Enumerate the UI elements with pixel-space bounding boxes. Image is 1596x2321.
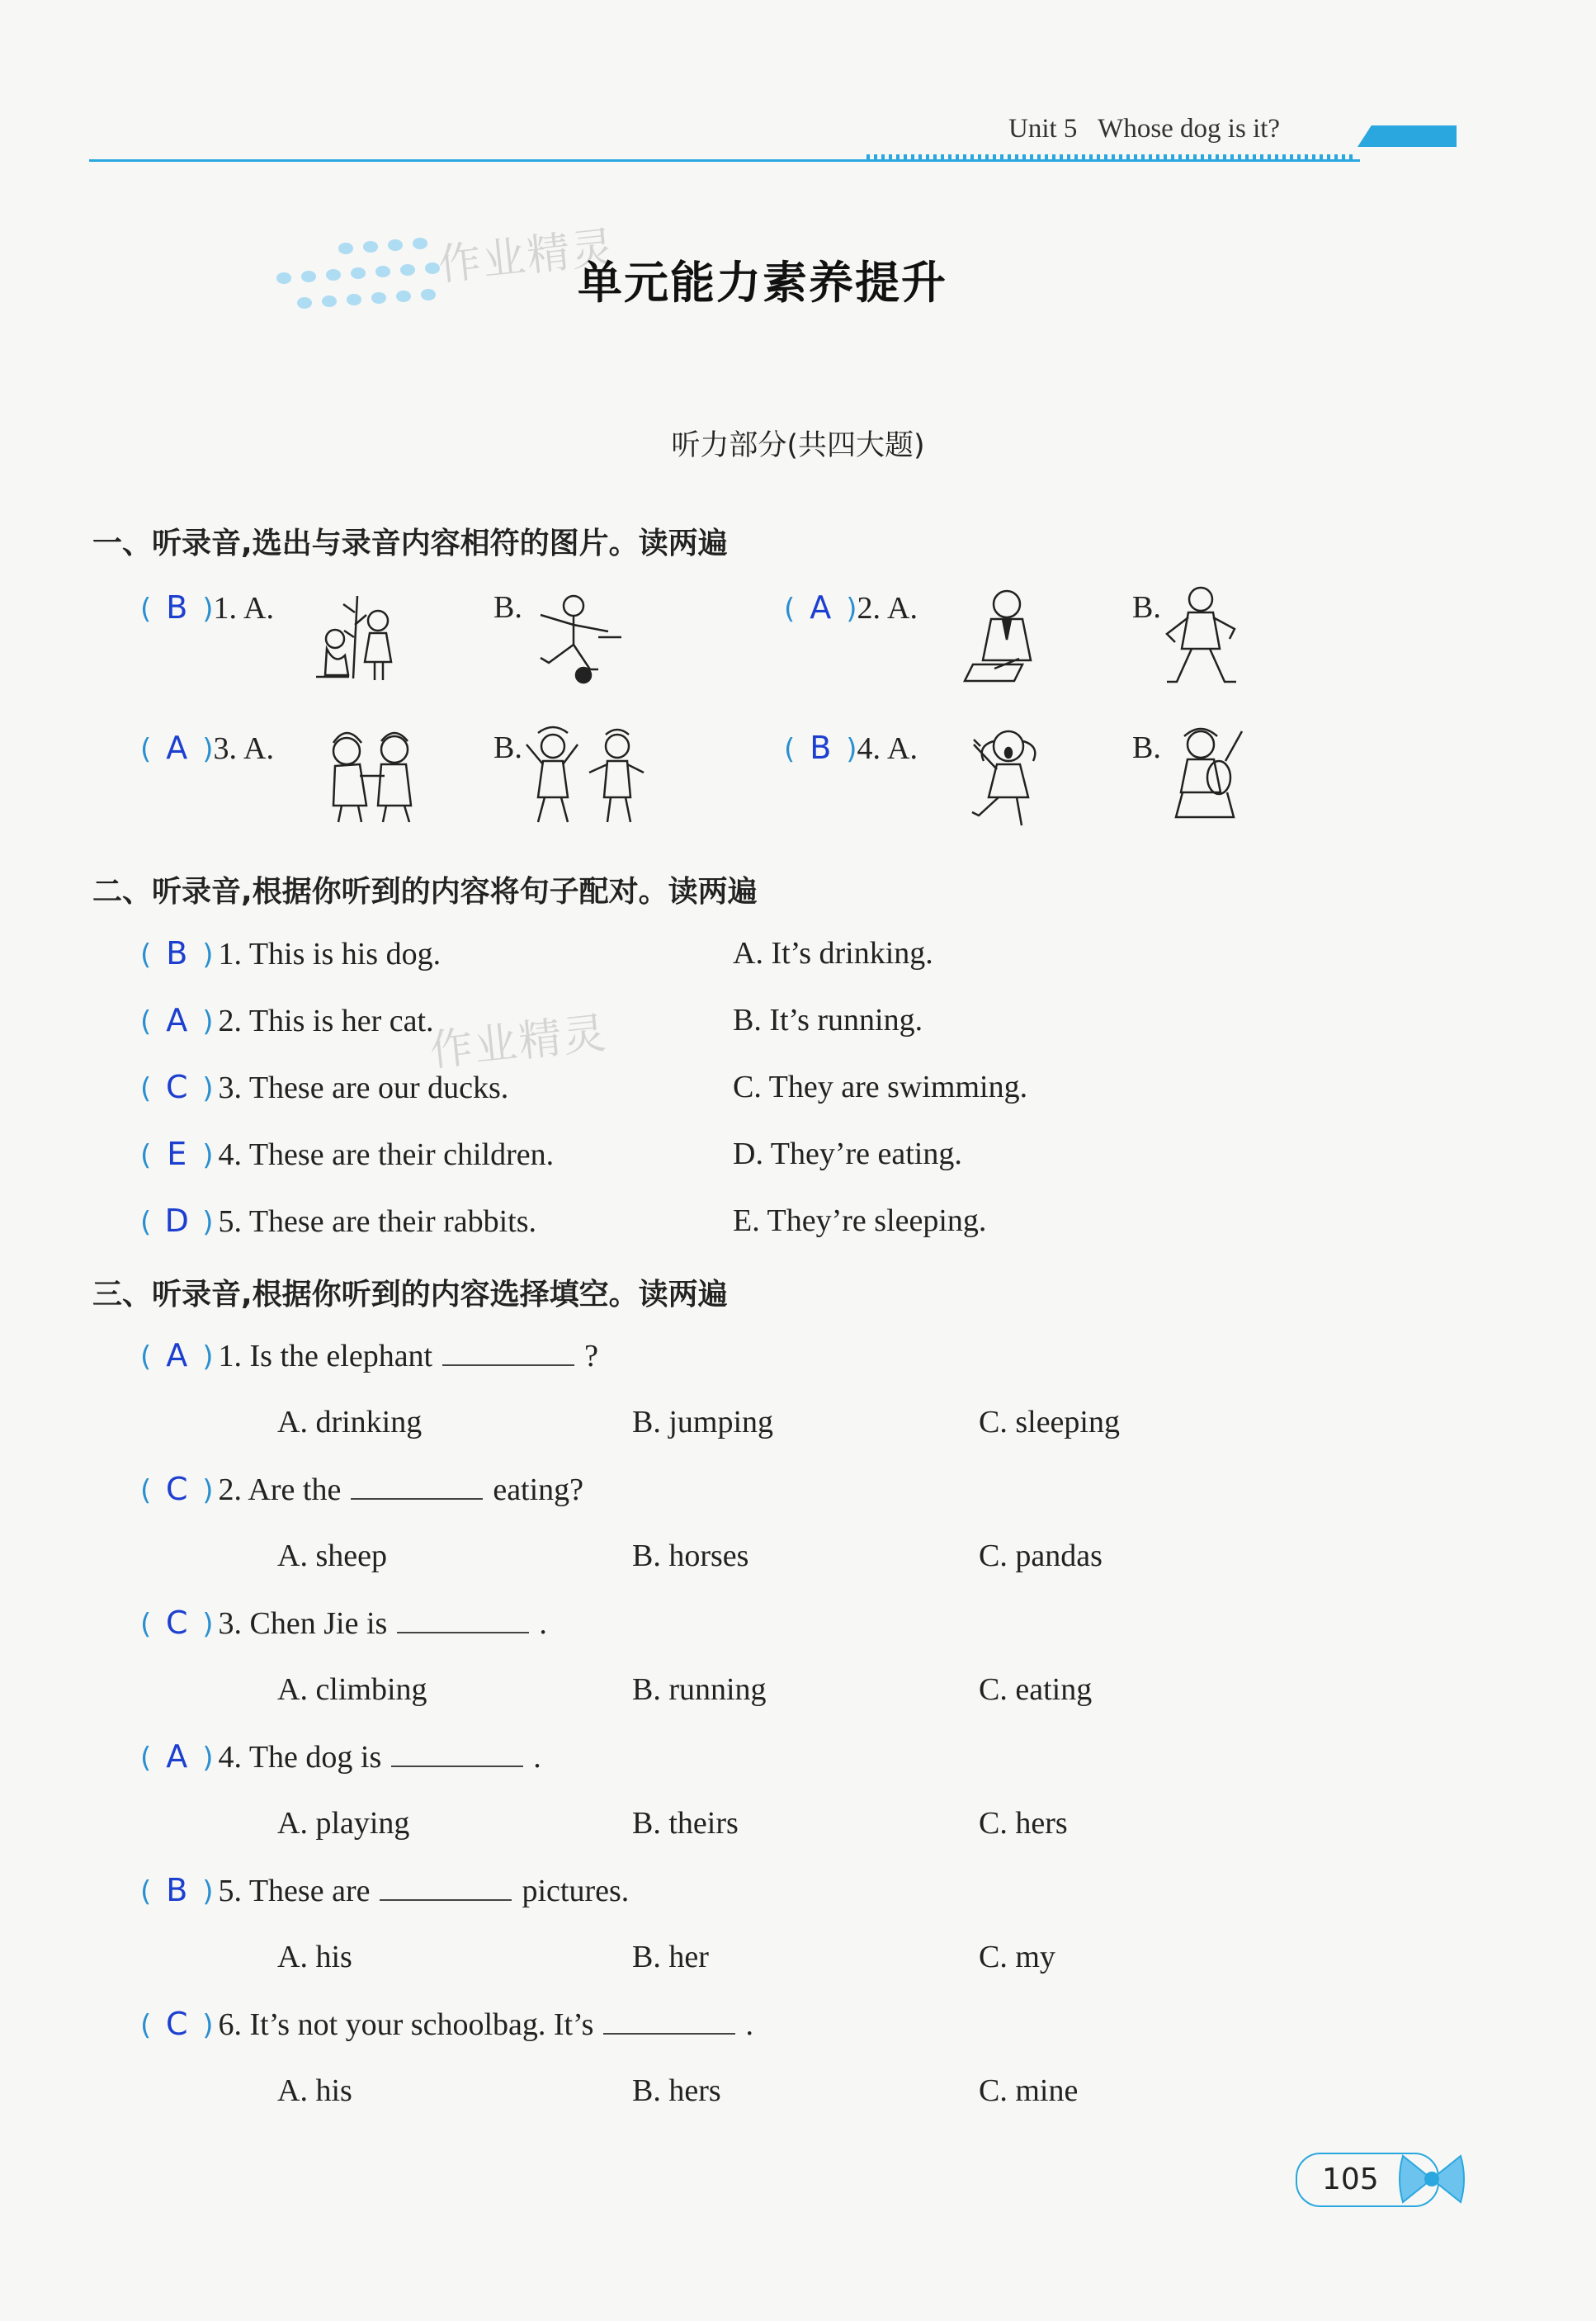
s3-5-option-a: A. his <box>277 1940 352 1974</box>
answer-blank <box>442 1364 574 1366</box>
s1-item-2-option-b-label: B. <box>1132 590 1161 625</box>
paren-close: ) <box>846 593 857 626</box>
paren-open: ( <box>140 593 152 626</box>
paren-close: ) <box>202 1139 214 1172</box>
header-accent-bar <box>1358 125 1457 147</box>
paren-open: ( <box>140 1742 152 1775</box>
watermark-2: 作业精灵 <box>427 1008 611 1077</box>
paren-close: ) <box>202 1742 214 1775</box>
item-number: 4. <box>857 731 881 766</box>
s3-3-option-b: B. running <box>632 1672 767 1707</box>
s3-4-option-a: A. playing <box>277 1806 410 1841</box>
option-a-label: A. <box>243 591 274 626</box>
paren-open: ( <box>784 733 796 766</box>
s3-1-option-b: B. jumping <box>632 1405 774 1439</box>
s3-2-option-a: A. sheep <box>277 1539 387 1573</box>
paren-open: ( <box>140 1072 152 1105</box>
paren-open: ( <box>140 1005 152 1038</box>
paren-open: ( <box>140 1875 152 1908</box>
answer: A <box>810 589 832 626</box>
answer: C <box>165 1069 188 1105</box>
answer: A <box>166 1002 188 1038</box>
section3-heading: 三、听录音,根据你听到的内容选择填空。读两遍 <box>92 1278 728 1312</box>
question-end: . <box>539 1606 547 1641</box>
question-end: . <box>533 1740 541 1775</box>
s3-6-option-c: C. mine <box>979 2073 1079 2108</box>
paren-close: ) <box>202 1474 214 1507</box>
s3-6-option-a: A. his <box>277 2073 352 2108</box>
answer: B <box>166 1872 188 1908</box>
paren-close: ) <box>202 1875 214 1908</box>
item-number: 3. <box>213 731 238 766</box>
s1-item-2 <box>784 589 918 626</box>
answer: A <box>166 1738 188 1775</box>
s3-item-1 <box>140 1337 598 1374</box>
picture-4a-girl-singing <box>957 723 1056 830</box>
picture-3a-children-hugging <box>312 726 427 825</box>
s3-1-option-a: A. drinking <box>277 1405 423 1439</box>
answer: D <box>164 1203 189 1239</box>
option-a-label: A. <box>887 591 918 626</box>
question: 3. These are our ducks. <box>218 1071 509 1105</box>
picture-2a-boy-writing <box>961 586 1052 685</box>
question-start: 6. It’s not your schoolbag. It’s <box>218 2007 594 2042</box>
paren-open: ( <box>140 733 152 766</box>
answer: C <box>165 1605 188 1641</box>
decorative-dots <box>248 238 454 312</box>
section1-heading: 一、听录音,选出与录音内容相符的图片。读两遍 <box>92 527 728 560</box>
picture-3b-children-exercising <box>520 725 652 827</box>
s3-item-2 <box>140 1471 583 1508</box>
s1-item-4-option-b-label: B. <box>1132 730 1161 765</box>
s2-item-4 <box>140 1136 554 1173</box>
paren-close: ) <box>202 1206 214 1239</box>
picture-1b-boy-kicking-ball <box>516 588 623 685</box>
s3-6-option-b: B. hers <box>632 2073 721 2108</box>
answer: B <box>810 730 832 766</box>
answer-blank <box>351 1498 483 1500</box>
question: 4. These are their children. <box>218 1137 555 1172</box>
s2-item-3 <box>140 1069 508 1106</box>
header-unit-title <box>1008 114 1280 144</box>
page-title: 单元能力素养提升 <box>578 257 947 309</box>
paren-open: ( <box>140 1608 152 1641</box>
s1-item-3 <box>140 730 274 767</box>
s3-item-4 <box>140 1738 541 1775</box>
answer: C <box>165 2006 188 2042</box>
s3-5-option-c: C. my <box>979 1940 1055 1974</box>
s1-item-1 <box>140 589 274 626</box>
question: 5. These are their rabbits. <box>218 1204 537 1239</box>
paren-close: ) <box>846 733 857 766</box>
answer: B <box>166 589 188 626</box>
s3-1-option-c: C. sleeping <box>979 1405 1120 1439</box>
option-a-label: A. <box>887 731 918 766</box>
s3-5-option-b: B. her <box>632 1940 709 1974</box>
answer: C <box>165 1471 188 1507</box>
question: 2. This is her cat. <box>218 1004 434 1038</box>
header-title: Whose dog is it? <box>1098 114 1281 144</box>
watermark: 作业精灵 <box>436 222 619 291</box>
option-a-label: A. <box>243 731 274 766</box>
s2-item-1 <box>140 935 441 972</box>
s3-4-option-b: B. theirs <box>632 1806 739 1841</box>
page-number: 105 <box>1322 2163 1379 2196</box>
header-unit: Unit 5 <box>1008 114 1078 144</box>
question-end: eating? <box>493 1472 584 1507</box>
answer: E <box>167 1136 187 1172</box>
header-rule <box>89 159 1360 162</box>
question-start: 4. The dog is <box>218 1740 382 1775</box>
answer-blank <box>603 2033 735 2035</box>
answer-blank <box>397 1632 529 1633</box>
s2-response-d: D. They’re eating. <box>733 1137 962 1171</box>
paren-close: ) <box>202 733 214 766</box>
paren-open: ( <box>140 1139 152 1172</box>
s3-item-3 <box>140 1605 547 1642</box>
question: 1. This is his dog. <box>218 937 441 971</box>
paren-close: ) <box>202 593 214 626</box>
s3-4-option-c: C. hers <box>979 1806 1068 1841</box>
paren-open: ( <box>140 1474 152 1507</box>
s3-item-5 <box>140 1872 629 1909</box>
question-start: 3. Chen Jie is <box>218 1606 388 1641</box>
picture-1a-girl-planting-tree <box>312 588 403 685</box>
s2-response-c: C. They are swimming. <box>733 1070 1028 1104</box>
header-dotted-rule <box>866 154 1353 159</box>
s1-item-1-option-b-label: B. <box>493 590 522 625</box>
s2-item-5 <box>140 1203 536 1240</box>
section2-heading: 二、听录音,根据你听到的内容将句子配对。读两遍 <box>92 875 758 909</box>
paren-close: ) <box>202 1340 214 1373</box>
question-end: pictures. <box>522 1874 630 1908</box>
paren-close: ) <box>202 2009 214 2042</box>
s2-response-b: B. It’s running. <box>733 1003 923 1038</box>
s2-response-e: E. They’re sleeping. <box>733 1203 987 1238</box>
question-start: 5. These are <box>218 1874 371 1908</box>
item-number: 2. <box>857 591 881 626</box>
paren-close: ) <box>202 1608 214 1641</box>
bow-icon <box>1395 2146 1469 2212</box>
s3-2-option-c: C. pandas <box>979 1539 1103 1573</box>
paren-close: ) <box>202 938 214 971</box>
s2-response-a: A. It’s drinking. <box>733 936 933 971</box>
answer: A <box>166 1337 188 1373</box>
s1-item-4 <box>784 730 918 767</box>
paren-close: ) <box>202 1072 214 1105</box>
question-start: 2. Are the <box>218 1472 342 1507</box>
question-end: ? <box>584 1339 598 1373</box>
item-number: 1. <box>213 591 238 626</box>
listening-subtitle: 听力部分(共四大题) <box>671 429 925 462</box>
paren-open: ( <box>140 1206 152 1239</box>
answer-blank <box>391 1766 523 1767</box>
s2-item-2 <box>140 1002 434 1039</box>
paren-open: ( <box>140 938 152 971</box>
paren-close: ) <box>202 1005 214 1038</box>
paren-open: ( <box>784 593 796 626</box>
s3-2-option-b: B. horses <box>632 1539 749 1573</box>
paren-open: ( <box>140 2009 152 2042</box>
answer-blank <box>380 1899 512 1901</box>
picture-2b-boy-dancing <box>1155 584 1246 690</box>
s1-item-3-option-b-label: B. <box>493 730 522 765</box>
answer: B <box>166 935 188 971</box>
picture-4b-girl-playing-pipa <box>1159 723 1250 822</box>
answer: A <box>166 730 188 766</box>
paren-open: ( <box>140 1340 152 1373</box>
s3-3-option-c: C. eating <box>979 1672 1093 1707</box>
question-end: . <box>745 2007 753 2042</box>
s3-3-option-a: A. climbing <box>277 1672 427 1707</box>
s3-item-6 <box>140 2006 753 2043</box>
question-start: 1. Is the elephant <box>218 1339 433 1373</box>
